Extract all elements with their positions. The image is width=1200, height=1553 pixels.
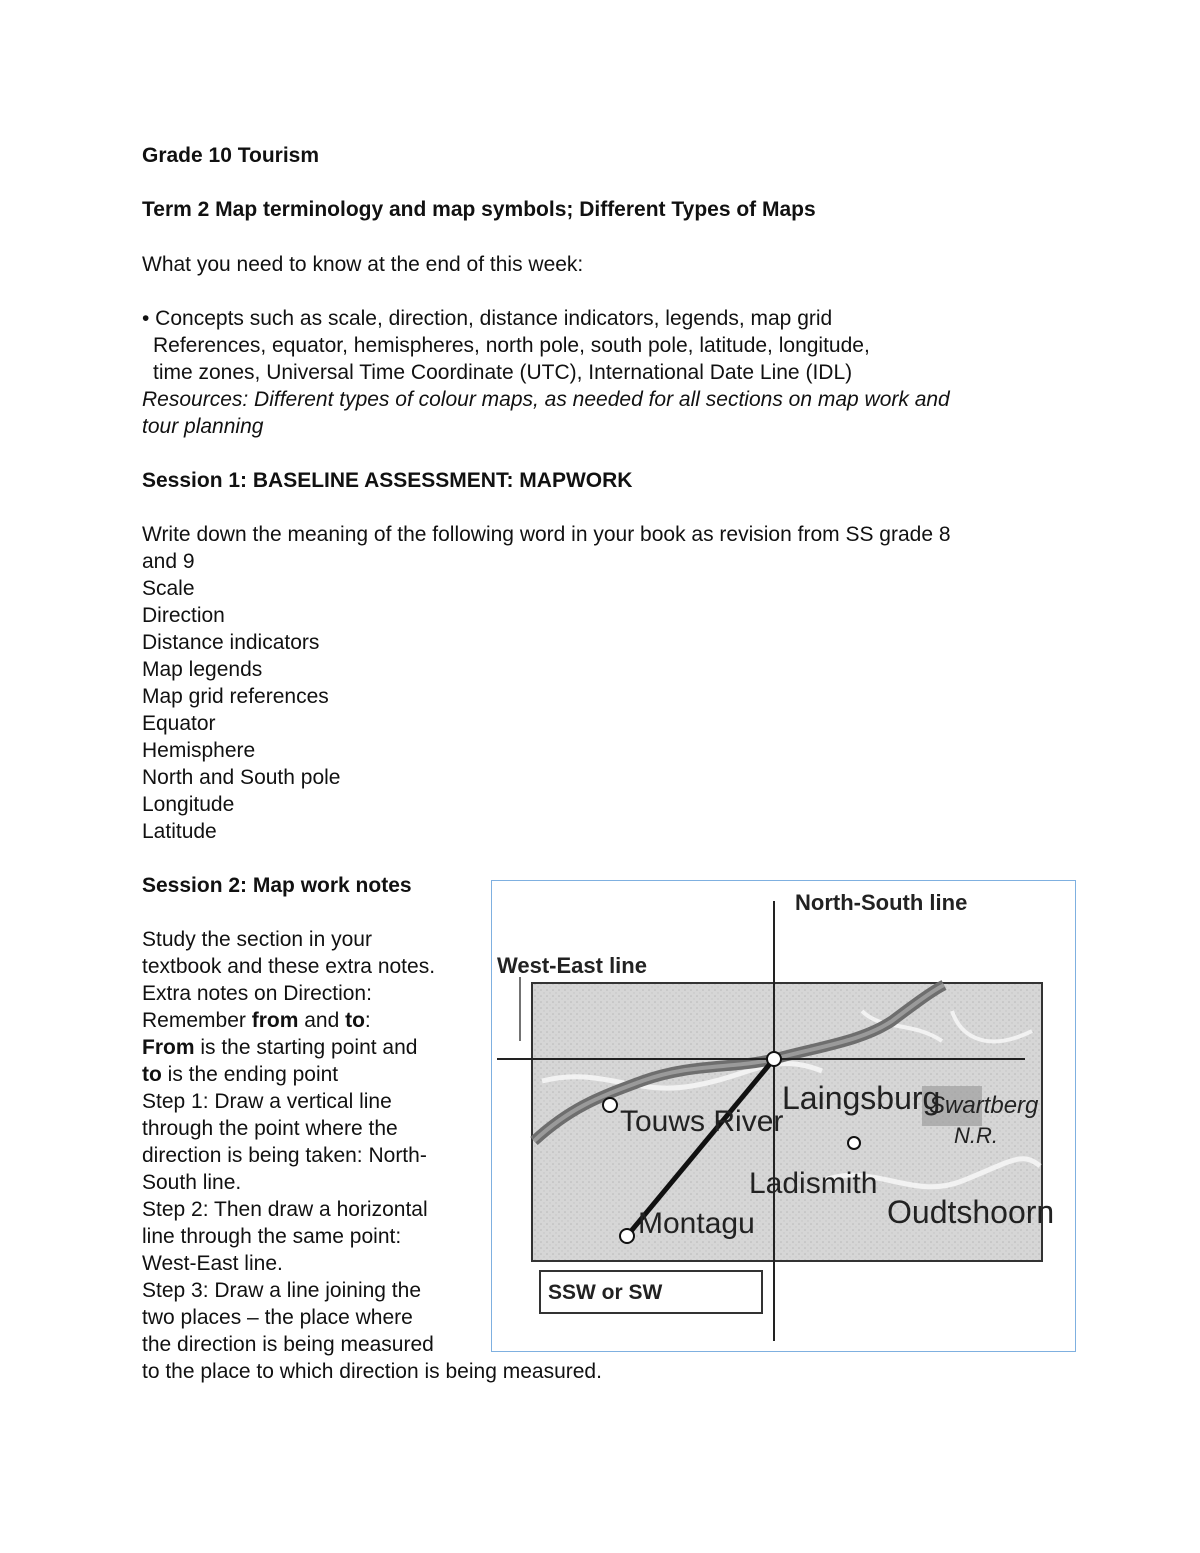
session2-line: through the point where the — [142, 1117, 398, 1140]
session2-line: direction is being taken: North- — [142, 1144, 427, 1167]
session2-line: the direction is being measured — [142, 1333, 434, 1356]
direction-map-figure — [491, 880, 1076, 1352]
term-item: Latitude — [142, 820, 217, 843]
session2-line: West-East line. — [142, 1252, 283, 1275]
session2-line: Step 2: Then draw a horizontal — [142, 1198, 428, 1221]
text-run: and — [298, 1009, 346, 1032]
direction-map-svg — [492, 881, 1076, 1352]
montagu-point — [620, 1229, 634, 1243]
term-item: Equator — [142, 712, 216, 735]
term-item: Longitude — [142, 793, 235, 816]
session2-line: Step 3: Draw a line joining the — [142, 1279, 421, 1302]
session2-line: textbook and these extra notes. — [142, 955, 436, 978]
term-item: Hemisphere — [142, 739, 256, 762]
emphasis-to: to — [345, 1009, 365, 1032]
north-south-label: North-South line — [795, 890, 968, 915]
session2-line: Step 1: Draw a vertical line — [142, 1090, 392, 1113]
session1-heading: Session 1: BASELINE ASSESSMENT: MAPWORK — [142, 469, 633, 492]
answer-label: SSW or SW — [548, 1281, 663, 1304]
document-title: Grade 10 Tourism — [142, 144, 320, 167]
session2-heading: Session 2: Map work notes — [142, 874, 412, 897]
term-item: Distance indicators — [142, 631, 320, 654]
west-east-label: West-East line — [497, 953, 647, 978]
session2-line — [142, 1034, 417, 1061]
emphasis-to: to — [142, 1063, 162, 1086]
bullet-line-2: References, equator, hemispheres, north pole, south pole, latitude, longitude, — [153, 334, 870, 357]
emphasis-from: From — [142, 1036, 195, 1059]
term-item: North and South pole — [142, 766, 341, 789]
text-run: Remember — [142, 1009, 252, 1032]
laingsburg-label: Laingsburg — [782, 1080, 941, 1116]
session2-line: two places – the place where — [142, 1306, 413, 1329]
swartberg-label: Swartberg — [929, 1092, 1039, 1119]
document-subtitle: Term 2 Map terminology and map symbols; Different Types of Maps — [142, 198, 816, 221]
session1-instruction-2: and 9 — [142, 550, 195, 573]
montagu-label: Montagu — [638, 1207, 755, 1240]
term-item: Map grid references — [142, 685, 329, 708]
text-run: is the ending point — [161, 1063, 339, 1086]
resources-line-2: tour planning — [142, 415, 264, 438]
bullet-line-1: • Concepts such as scale, direction, distance indicators, legends, map grid — [142, 307, 833, 330]
text-run: : — [364, 1009, 371, 1032]
oudtshoorn-label: Oudtshoorn — [887, 1194, 1055, 1230]
intro-text: What you need to know at the end of this week: — [142, 253, 584, 276]
session2-line: Extra notes on Direction: — [142, 982, 372, 1005]
term-item: Scale — [142, 577, 195, 600]
session1-instruction-1: Write down the meaning of the following word in your book as revision from SS grade 8 — [142, 523, 951, 546]
session2-line — [142, 1061, 338, 1088]
session2-line: South line. — [142, 1171, 242, 1194]
laingsburg-point — [767, 1052, 781, 1066]
ladismith-point — [848, 1137, 860, 1149]
session2-line: Study the section in your — [142, 928, 372, 951]
session2-line: to the place to which direction is being measured. — [142, 1360, 602, 1383]
term-item: Direction — [142, 604, 225, 627]
bullet-line-3: time zones, Universal Time Coordinate (UTC), International Date Line (IDL) — [153, 361, 853, 384]
session2-line — [142, 1007, 371, 1034]
touws-river-point — [603, 1098, 617, 1112]
resources-line-1: Resources: Different types of colour maps, as needed for all sections on map work and — [142, 388, 950, 411]
ladismith-label: Ladismith — [749, 1167, 878, 1200]
nature-reserve-label: N.R. — [954, 1123, 998, 1148]
emphasis-from: from — [251, 1009, 299, 1032]
term-item: Map legends — [142, 658, 263, 681]
text-run: is the starting point and — [194, 1036, 418, 1059]
touws-river-label: Touws River — [620, 1105, 784, 1138]
session2-line: line through the same point: — [142, 1225, 402, 1248]
